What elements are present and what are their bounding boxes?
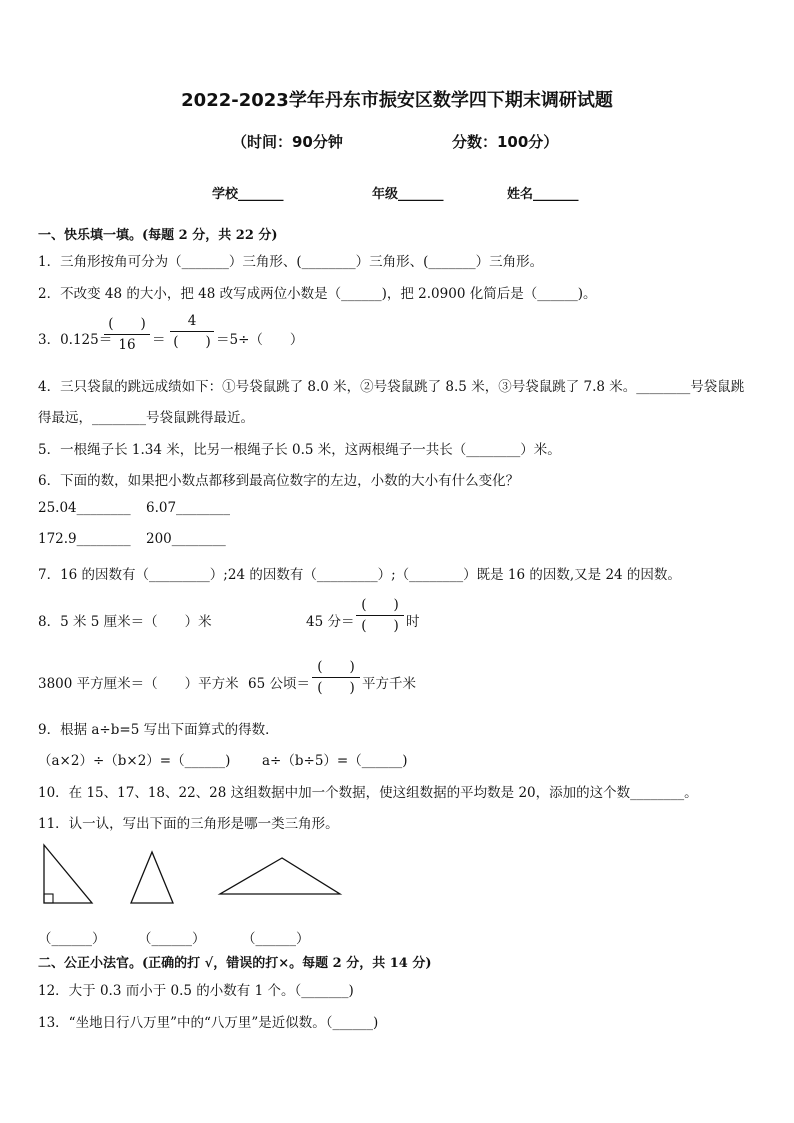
acute-triangle-shape xyxy=(131,852,173,903)
question-8-right-1-suffix: 时 xyxy=(406,614,420,630)
question-8-right-2-suffix: 平方千米 xyxy=(362,676,416,692)
question-4-line-1: 4．三只袋鼠的跳远成绩如下：①号袋鼠跳了 8.0 米，②号袋鼠跳了 8.5 米，③号袋鼠跳了 7.8 米。________号袋鼠跳 xyxy=(38,379,745,395)
question-3-prefix: 3．0.125＝ xyxy=(38,332,113,348)
fraction-numerator: ( ) xyxy=(361,597,399,613)
question-11-blank-1: （______） xyxy=(38,931,106,947)
fraction-numerator: 4 xyxy=(187,313,197,329)
page-title: 2022-2023学年丹东市振安区数学四下期末调研试题 xyxy=(181,90,613,111)
question-3-suffix: ＝5÷（ ） xyxy=(216,332,304,348)
question-6: 6．下面的数，如果把小数点都移到最高位数字的左边，小数的大小有什么变化？ xyxy=(38,473,520,489)
section-2-heading: 二、公正小法官。(正确的打 √，错误的打×。每题 2 分，共 14 分) xyxy=(38,956,432,971)
fraction-denominator: ( ) xyxy=(317,680,355,696)
question-6-item-a: 25.04________ xyxy=(38,500,131,516)
question-8-left-2: 3800 平方厘米＝（ ）平方米 xyxy=(38,676,239,692)
question-11-blank-2: （______） xyxy=(138,931,206,947)
question-8-right-1-prefix: 45 分＝ xyxy=(306,614,355,630)
school-field: 学校_______ xyxy=(212,187,284,202)
question-6-item-c: 172.9________ xyxy=(38,531,131,547)
question-4-line-2: 得最远，________号袋鼠跳得最近。 xyxy=(38,410,254,426)
question-7: 7．16 的因数有（_________）;24 的因数有（_________）;（________）既是 16 的因数,又是 24 的因数。 xyxy=(38,567,681,583)
fraction-numerator: ( ) xyxy=(108,316,146,332)
question-11: 11．认一认，写出下面的三角形是哪一类三角形。 xyxy=(38,816,339,832)
fraction-denominator: ( ) xyxy=(361,618,399,634)
question-2: 2．不改变 48 的大小，把 48 改写成两位小数是（______)，把 2.0900 化简后是（______)。 xyxy=(38,286,597,302)
question-1: 1．三角形按角可分为（_______）三角形、(________）三角形、(_______）三角形。 xyxy=(38,254,544,270)
question-12: 12．大于 0.3 而小于 0.5 的小数有 1 个。（_______) xyxy=(38,983,354,999)
question-10: 10．在 15、17、18、22、28 这组数据中加一个数据，使这组数据的平均数是 20，添加的这个数________。 xyxy=(38,785,698,801)
equals-sign: ＝ xyxy=(152,332,166,348)
obtuse-triangle-shape xyxy=(220,858,340,894)
question-8-left-1: 8．5 米 5 厘米＝（ ）米 xyxy=(38,614,212,630)
question-11-blank-3: （______） xyxy=(242,931,310,947)
exam-score: 分数：100分） xyxy=(452,133,559,151)
question-8-right-2-prefix: 65 公顷＝ xyxy=(248,676,310,692)
question-9-expression-2: a÷（b÷5）=（______) xyxy=(262,753,408,769)
question-6-item-b: 6.07________ xyxy=(146,500,231,516)
question-5: 5．一根绳子长 1.34 米，比另一根绳子长 0.5 米，这两根绳子一共长（________）米。 xyxy=(38,442,561,458)
grade-field: 年级_______ xyxy=(372,187,444,202)
question-6-item-d: 200________ xyxy=(146,531,226,547)
question-9-expression-1: （a×2）÷（b×2）=（______) xyxy=(38,753,231,769)
name-field: 姓名_______ xyxy=(507,187,579,202)
question-9: 9．根据 a÷b=5 写出下面算式的得数． xyxy=(38,722,279,738)
fraction-denominator: ( ) xyxy=(173,334,211,350)
question-13: 13．“坐地日行八万里”中的“八万里”是近似数。（______) xyxy=(38,1015,379,1031)
fraction-numerator: ( ) xyxy=(317,659,355,675)
exam-time: （时间：90分钟 xyxy=(232,133,343,151)
fraction-denominator: 16 xyxy=(118,337,136,353)
section-1-heading: 一、快乐填一填。(每题 2 分，共 22 分) xyxy=(38,228,278,243)
right-angle-marker xyxy=(44,894,53,903)
